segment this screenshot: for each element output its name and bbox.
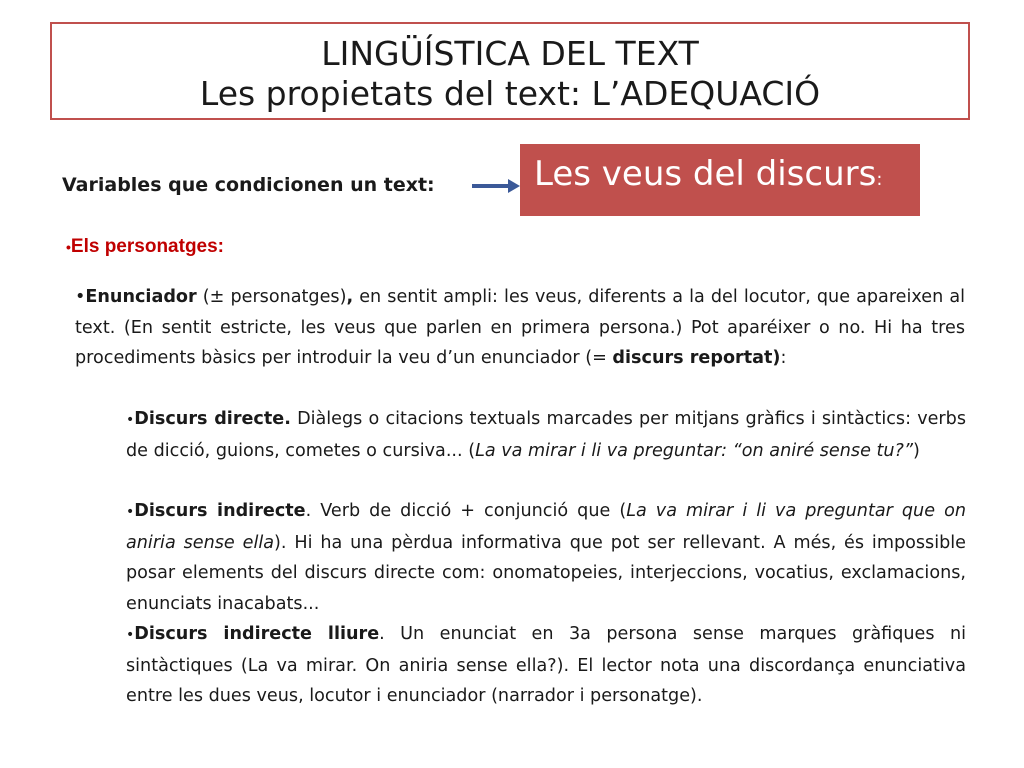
topic-tag-colon: : bbox=[876, 169, 883, 190]
topic-tag-title: Les veus del discurs bbox=[534, 154, 877, 194]
item-example: La va mirar i li va preguntar: “on aniré sense tu?” bbox=[475, 440, 913, 461]
main-text-2: en sentit ampli: les veus, diferents a la del locutor, que apareixen al text. (En sentit estricte, les veus que parlen en primera persona.) Pot aparéixer o no. Hi ha tres procediments bàsics per introduir la veu d’un enunciador (= bbox=[75, 287, 965, 368]
topic-tag bbox=[520, 144, 920, 216]
item-end: ). Hi ha una pèrdua informativa que pot ser rellevant. A més, és impossible posar elements del discurs directe com: onomatopeies, interjeccions, vocatius, exclamacions, enunciats inacabats... bbox=[126, 532, 966, 614]
item-term: Discurs directe. bbox=[134, 409, 291, 429]
item-term: Discurs indirecte lliure bbox=[134, 624, 380, 644]
list-item-indirect bbox=[126, 496, 966, 619]
bullet-icon: • bbox=[126, 627, 135, 643]
item-text: Diàlegs o citacions textuals marcades per mitjans gràfics i sintàctics: verbs de dicció, guions, cometes o cursiva... ( bbox=[126, 409, 966, 461]
section-bullet: • bbox=[66, 239, 71, 255]
bullet-icon: • bbox=[126, 412, 135, 428]
list-item-free-indirect bbox=[126, 619, 966, 712]
main-paragraph bbox=[75, 282, 965, 374]
item-text: . Un enunciat en 3a persona sense marques gràfiques ni sintàctiques (La va mirar. On aniria sense ella?). El lector nota una discordança enunciativa entre les dues veus, locutor i enunciador (narrador i personatge). bbox=[126, 624, 966, 706]
main-text-1: (± personatges) bbox=[196, 287, 347, 307]
title-line-2: Les propietats del text: L’ADEQUACIÓ bbox=[199, 74, 821, 113]
item-example: La va mirar i li va preguntar que on aniria sense ella bbox=[126, 501, 966, 553]
section-heading bbox=[66, 236, 224, 258]
right-arrow-icon bbox=[470, 176, 522, 196]
item-end: ) bbox=[913, 440, 920, 461]
item-term: Discurs indirecte bbox=[134, 501, 306, 521]
main-comma: , bbox=[346, 287, 354, 307]
main-text-3: : bbox=[780, 348, 787, 368]
section-heading-text: Els personatges: bbox=[70, 236, 225, 257]
main-bullet: • bbox=[75, 287, 86, 307]
main-term: Enunciador bbox=[85, 287, 197, 307]
list-item-direct bbox=[126, 404, 966, 466]
bullet-icon: • bbox=[126, 504, 135, 520]
main-term-2: discurs reportat) bbox=[612, 348, 781, 368]
variables-label: Variables que condicionen un text: bbox=[62, 174, 435, 196]
title-line-1: LINGÜÍSTICA DEL TEXT bbox=[321, 34, 699, 73]
item-text: . Verb de dicció + conjunció que ( bbox=[305, 501, 627, 521]
topic-tag-text bbox=[534, 154, 882, 194]
title-box bbox=[50, 22, 970, 120]
